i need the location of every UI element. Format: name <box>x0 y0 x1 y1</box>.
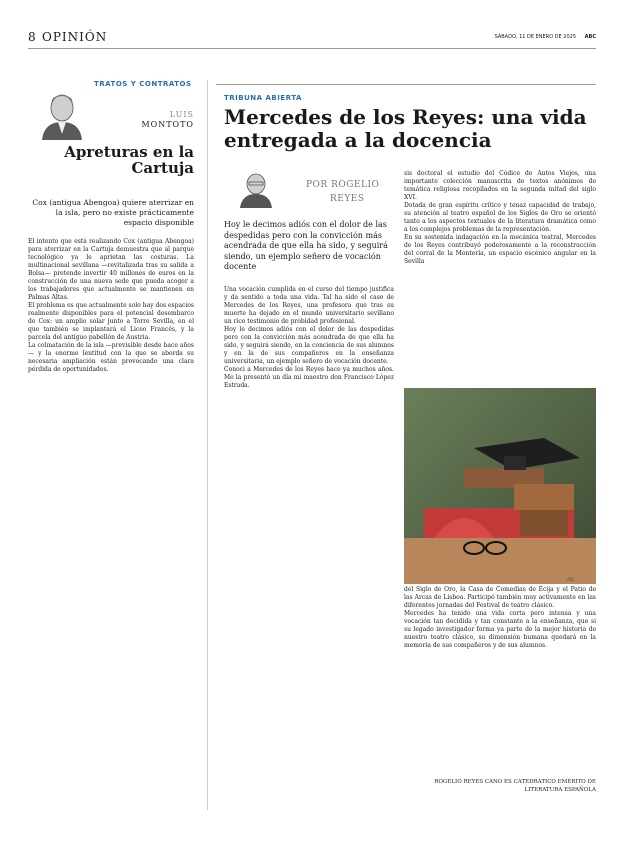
brand: ABC <box>584 34 596 40</box>
page-number: 8 <box>28 30 36 44</box>
left-headline: Apreturas en la Cartuja <box>64 143 194 177</box>
paragraph: El intento que está realizando Cox (antigua Abengoa) para aterrizar en la Cartuja demuestra que al parque tecnológico ya le aprietan las costuras. La multinacional sevillana —revitalizada tras su salida a Bolsa— pretende invertir 40 millones de euros en la construcción de una nueva sede que pueda acoger a los trabajadores que actualmente se mantienen en Palmas Altas. <box>28 238 194 301</box>
photo-credit: ABC <box>567 577 576 582</box>
paragraph: Conoci a Mercedes de los Reyes hace ya muchos años. Me la presentó un día mi maestro don Francisco López Estrada. <box>224 366 394 389</box>
byline-name: REYES <box>330 194 365 204</box>
right-column-2-continued <box>404 586 596 650</box>
right-top-rule <box>216 84 596 85</box>
paragraph: El problema es que actualmente solo hay dos espacios realmente disponibles para el potencial desembarco de Cox: un amplio solar junto a Torre Sevilla, en el que también se implantará el Liceo Francés, y la parcela del antiguo pabellón de Austria. <box>28 302 194 341</box>
paragraph: Hoy le decimos adiós con el dolor de las despedidas pero con la convicción más acendrada de que ella ha sido, y seguirá siendo, en la conciencia de sus alumnos y en la de sus compañeros en la enseñanza universitaria, un ejemplo señero de vocación docente. <box>224 326 394 365</box>
column-divider <box>207 80 208 810</box>
right-column-2 <box>404 170 596 266</box>
issue-date: SÁBADO, 11 DE ENERO DE 2025 <box>494 34 576 40</box>
paragraph: Una vocación cumplida en el curso del tiempo justifica y da sentido a toda una vida. Tal ha sido el caso de Mercedes de los Reyes, una profesora que tras su muerte ha dejado en el mundo universitario sevillano un rico testimonio de probidad profesional. <box>224 286 394 325</box>
author-portrait <box>236 168 276 208</box>
right-kicker: TRIBUNA ABIERTA <box>224 94 302 102</box>
author-last-name: MONTOTO <box>141 120 194 129</box>
paragraph: La colmatación de la isla —previsible desde hace años— y la enorme lentitud con la que se aborda su necesaria ampliación están provocando una clara pérdida de oportunidades. <box>28 342 194 373</box>
byline-prefix: POR ROGELIO <box>306 180 380 190</box>
author-portrait <box>36 90 88 140</box>
author-first-name: LUIS <box>169 110 194 119</box>
paragraph: Mercedes ha tenido una vida corta pero intensa y una vocación tan decidida y tan constante a la enseñanza, que si su legado investigador forma ya parte de la mejor historia de nuestro teatro clásico, su dimensión humana quedará en la memoria de sus compañeros y de sus alumnos. <box>404 610 596 649</box>
right-column-1 <box>224 286 394 390</box>
left-body <box>28 238 194 374</box>
paragraph: Dotada de gran espíritu crítico y tenaz capacidad de trabajo, su atención al teatro español de los Siglos de Oro se orientó tanto a los aspectos textuales de la literatura dramática como a los complejos problemas de la representación. <box>404 202 596 233</box>
right-headline: Mercedes de los Reyes: una vida entregada a la docencia <box>224 105 587 152</box>
paragraph: del Siglo de Oro, la Casa de Comedias de Écija y el Patio de las Arcas de Lisboa. Participó también muy activamente en las diferentes jornadas del Festival de teatro clásico. <box>404 586 596 609</box>
section-name: OPINIÓN <box>42 30 108 44</box>
left-kicker: TRATOS Y CONTRATOS <box>94 80 192 88</box>
right-deck: Hoy le decimos adiós con el dolor de las despedidas pero con la convicción más acendrada de que ella ha sido, y seguirá siendo, un ejemplo señero de vocación docente <box>224 220 388 271</box>
paragraph: sis doctoral el estudio del Códice de Autos Viejos, una importante colección manuscrita de textos anónimos de temática religiosa recopilados en la segunda mitad del siglo XVI. <box>404 170 596 201</box>
page-header <box>28 30 596 49</box>
author-signature: ROGELIO REYES CANO ES CATEDRÁTICO EMÉRITO DE LITERATURA ESPAÑOLA <box>434 779 596 793</box>
left-deck: Cox (antigua Abengoa) quiere aterrizar en la isla, pero no existe prácticamente espacio disponible <box>32 198 194 227</box>
graduation-photo <box>404 388 596 584</box>
paragraph: En su sostenida indagación en la mecánica teatral, Mercedes de los Reyes contribuyó poderosamente a la reconstrucción del corral de la Montería, un espacio escénico angular en la Sevilla <box>404 234 596 265</box>
